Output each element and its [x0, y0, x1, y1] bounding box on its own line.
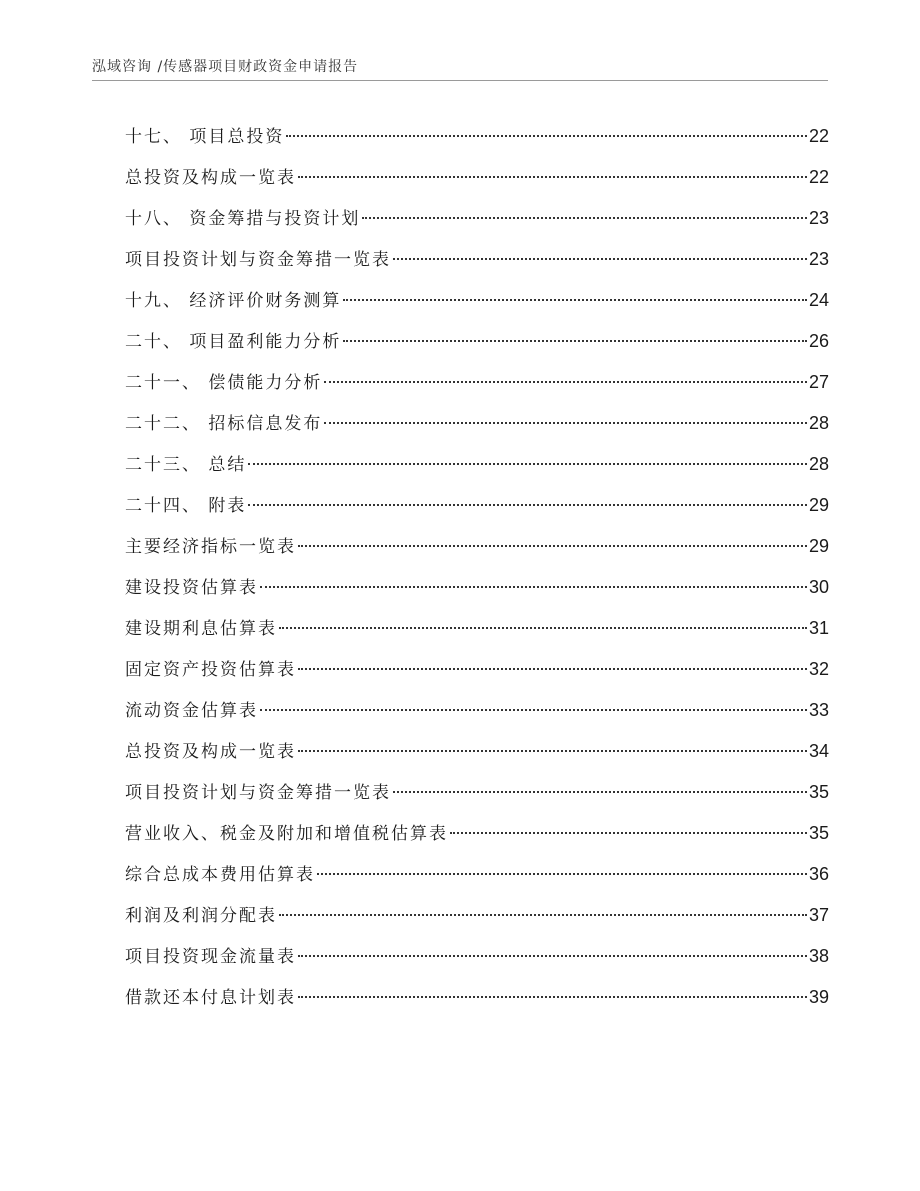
toc-entry-page: 22: [808, 126, 829, 146]
toc-entry[interactable]: [125, 861, 829, 902]
toc-dot-leader: [343, 340, 807, 342]
toc-dot-leader: [248, 504, 807, 506]
toc-entry-page: 35: [808, 782, 829, 802]
toc-entry[interactable]: [125, 205, 829, 246]
toc-entry-page: 30: [808, 577, 829, 597]
toc-entry[interactable]: [125, 902, 829, 943]
toc-entry-page: 28: [808, 413, 829, 433]
toc-entry-title: 建设投资估算表: [125, 578, 258, 598]
header-title: 泓域咨询 /传感器项目财政资金申请报告: [92, 59, 359, 75]
toc-entry-page: 36: [808, 864, 829, 884]
toc-entry-page: 35: [808, 823, 829, 843]
toc-entry-title: 二十二、 招标信息发布: [125, 414, 323, 434]
toc-dot-leader: [298, 176, 807, 178]
toc-entry-title: 总投资及构成一览表: [125, 168, 296, 188]
toc-entry[interactable]: [125, 697, 829, 738]
toc-entry[interactable]: [125, 820, 829, 861]
toc-entry-title: 二十四、 附表: [125, 496, 247, 516]
table-of-contents: [125, 123, 829, 1025]
toc-entry-page: 33: [808, 700, 829, 720]
toc-entry-page: 38: [808, 946, 829, 966]
toc-entry-page: 32: [808, 659, 829, 679]
toc-entry-title: 二十三、 总结: [125, 455, 247, 475]
toc-entry-page: 29: [808, 536, 829, 556]
toc-entry-title: 十九、 经济评价财务测算: [125, 291, 342, 311]
toc-dot-leader: [298, 545, 807, 547]
toc-entry-title: 二十一、 偿债能力分析: [125, 373, 323, 393]
toc-entry-title: 建设期利息估算表: [125, 619, 277, 639]
page-header: [92, 52, 828, 81]
toc-dot-leader: [279, 914, 807, 916]
toc-dot-leader: [393, 258, 807, 260]
toc-dot-leader: [279, 627, 807, 629]
toc-entry-title: 综合总成本费用估算表: [125, 865, 315, 885]
toc-dot-leader: [248, 463, 807, 465]
toc-entry-page: 31: [808, 618, 829, 638]
toc-entry[interactable]: [125, 533, 829, 574]
toc-entry-title: 项目投资计划与资金筹措一览表: [125, 783, 391, 803]
toc-entry-title: 流动资金估算表: [125, 701, 258, 721]
toc-entry-title: 十八、 资金筹措与投资计划: [125, 209, 361, 229]
toc-entry-title: 营业收入、税金及附加和增值税估算表: [125, 824, 448, 844]
toc-entry[interactable]: [125, 246, 829, 287]
toc-entry-title: 项目投资现金流量表: [125, 947, 296, 967]
toc-entry-page: 23: [808, 208, 829, 228]
toc-entry-page: 27: [808, 372, 829, 392]
toc-entry[interactable]: [125, 287, 829, 328]
toc-entry[interactable]: [125, 328, 829, 369]
toc-entry-title: 项目投资计划与资金筹措一览表: [125, 250, 391, 270]
toc-dot-leader: [343, 299, 807, 301]
toc-dot-leader: [450, 832, 807, 834]
toc-dot-leader: [286, 135, 807, 137]
toc-dot-leader: [362, 217, 807, 219]
toc-entry[interactable]: [125, 369, 829, 410]
toc-entry[interactable]: [125, 492, 829, 533]
toc-entry-page: 39: [808, 987, 829, 1007]
toc-dot-leader: [260, 709, 807, 711]
toc-entry[interactable]: [125, 738, 829, 779]
toc-entry-page: 29: [808, 495, 829, 515]
toc-entry[interactable]: [125, 984, 829, 1025]
toc-dot-leader: [298, 750, 807, 752]
toc-entry-title: 固定资产投资估算表: [125, 660, 296, 680]
toc-entry[interactable]: [125, 615, 829, 656]
toc-entry-title: 十七、 项目总投资: [125, 127, 285, 147]
toc-dot-leader: [298, 996, 807, 998]
toc-entry[interactable]: [125, 574, 829, 615]
toc-dot-leader: [260, 586, 807, 588]
toc-dot-leader: [393, 791, 807, 793]
toc-entry[interactable]: [125, 451, 829, 492]
toc-entry[interactable]: [125, 410, 829, 451]
toc-entry-page: 23: [808, 249, 829, 269]
toc-entry-title: 主要经济指标一览表: [125, 537, 296, 557]
toc-entry-title: 总投资及构成一览表: [125, 742, 296, 762]
toc-dot-leader: [324, 381, 807, 383]
toc-entry[interactable]: [125, 123, 829, 164]
toc-entry-title: 借款还本付息计划表: [125, 988, 296, 1008]
toc-dot-leader: [298, 955, 807, 957]
toc-entry-page: 22: [808, 167, 829, 187]
toc-entry-title: 二十、 项目盈利能力分析: [125, 332, 342, 352]
toc-entry[interactable]: [125, 779, 829, 820]
toc-dot-leader: [298, 668, 807, 670]
toc-entry-page: 34: [808, 741, 829, 761]
toc-entry[interactable]: [125, 656, 829, 697]
toc-entry[interactable]: [125, 164, 829, 205]
toc-dot-leader: [324, 422, 807, 424]
toc-entry-page: 24: [808, 290, 829, 310]
toc-entry-page: 26: [808, 331, 829, 351]
toc-entry[interactable]: [125, 943, 829, 984]
toc-entry-page: 28: [808, 454, 829, 474]
toc-entry-title: 利润及利润分配表: [125, 906, 277, 926]
toc-entry-page: 37: [808, 905, 829, 925]
toc-dot-leader: [317, 873, 807, 875]
